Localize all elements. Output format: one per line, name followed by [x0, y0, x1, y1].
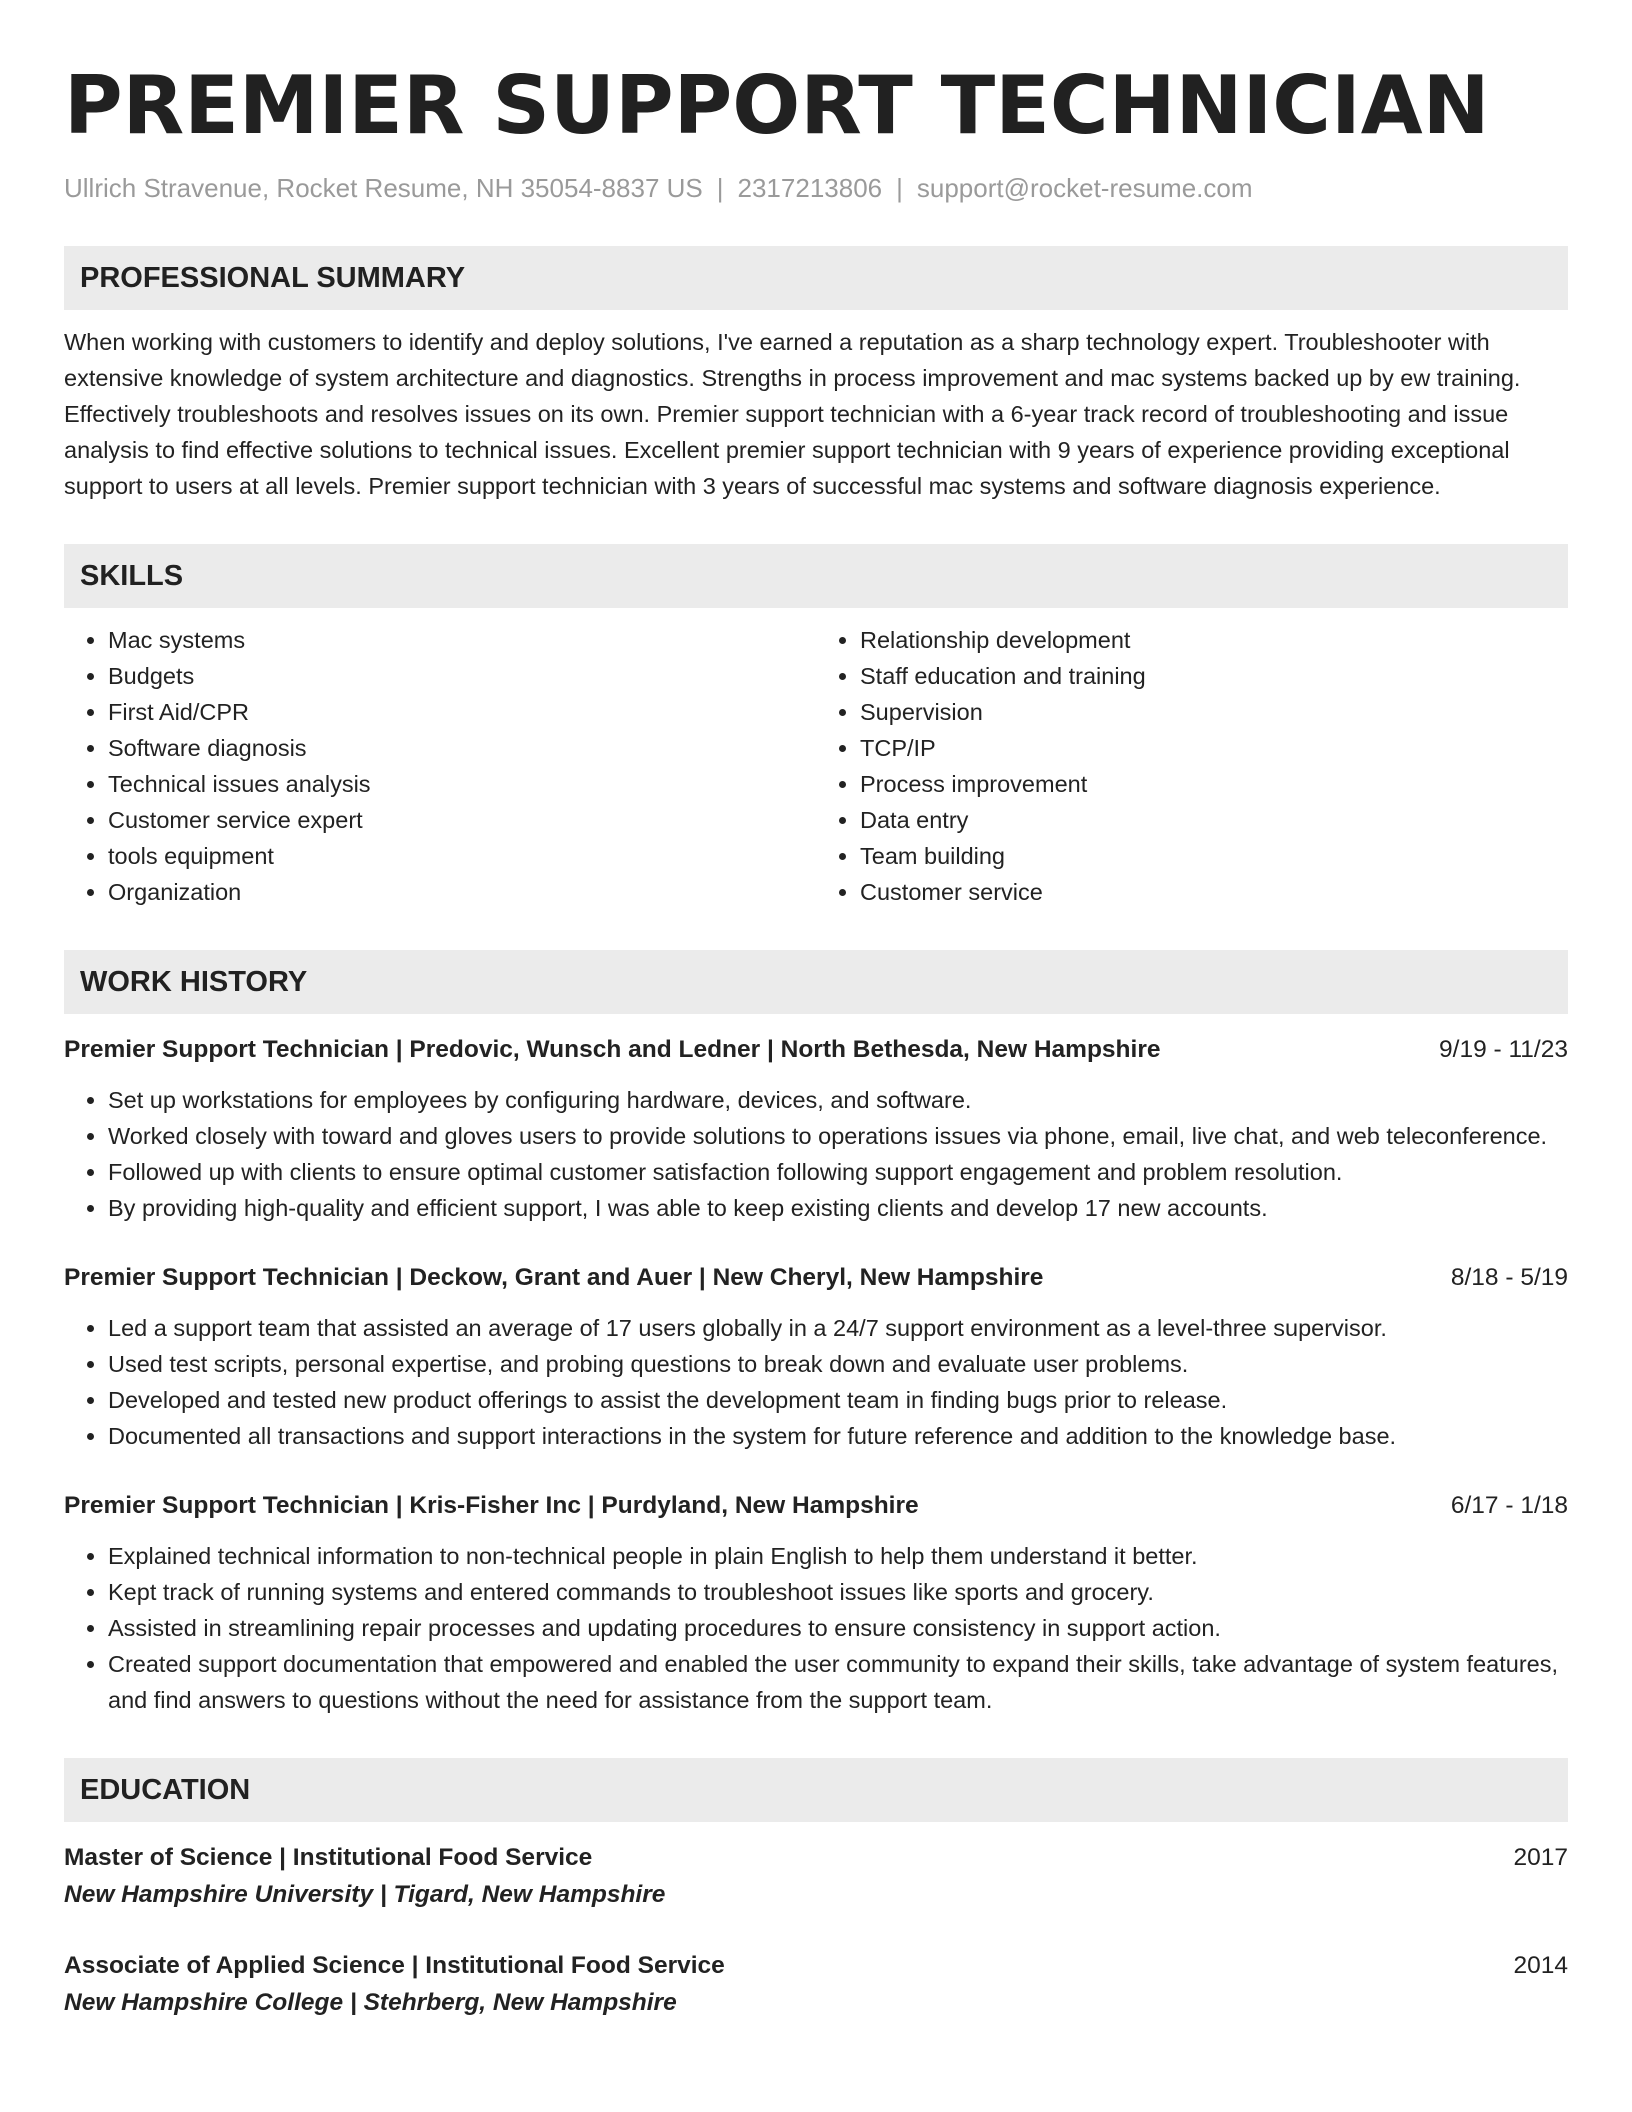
- skill-item: • Data entry: [860, 802, 1568, 838]
- education-entry: [64, 1948, 1568, 2022]
- job-bullet: • Set up workstations for employees by configuring hardware, devices, and software.: [108, 1082, 1568, 1118]
- job-bullet: • By providing high-quality and efficient support, I was able to keep existing clients and develop 17 new accounts.: [108, 1190, 1568, 1226]
- job-header: [64, 1488, 1568, 1524]
- job-dates: 9/19 - 11/23: [1439, 1036, 1568, 1063]
- job-bullet: • Followed up with clients to ensure optimal customer satisfaction following support engagement and problem resolution.: [108, 1154, 1568, 1190]
- job-bullet: • Kept track of running systems and entered commands to troubleshoot issues like sports and grocery.: [108, 1574, 1568, 1610]
- education-entry: [64, 1840, 1568, 1914]
- skill-item: • Customer service expert: [108, 802, 816, 838]
- job-bullet: • Used test scripts, personal expertise, and probing questions to break down and evaluate user problems.: [108, 1346, 1568, 1382]
- education-degree: Associate of Applied Science | Institutional Food Service: [64, 1952, 725, 1979]
- skill-item: • Process improvement: [860, 766, 1568, 802]
- job-bullet: • Documented all transactions and support interactions in the system for future reference and addition to the knowledge base.: [108, 1418, 1568, 1454]
- skill-item: • Team building: [860, 838, 1568, 874]
- job-bullets: [64, 1310, 1568, 1454]
- job-bullet: • Led a support team that assisted an average of 17 users globally in a 24/7 support environment as a level-three supervisor.: [108, 1310, 1568, 1346]
- job-entry: [64, 1488, 1568, 1718]
- job-dates: 8/18 - 5/19: [1450, 1264, 1568, 1291]
- skills-list: [64, 622, 1568, 910]
- job-title: Premier Support Technician | Kris-Fisher Inc | Purdyland, New Hampshire: [64, 1492, 919, 1519]
- skill-item: • Software diagnosis: [108, 730, 816, 766]
- skills-column-left: [64, 622, 816, 910]
- skill-item: • First Aid/CPR: [108, 694, 816, 730]
- job-entry: [64, 1032, 1568, 1226]
- education-degree: Master of Science | Institutional Food Service: [64, 1844, 593, 1871]
- education-header: [64, 1948, 1568, 1984]
- summary-text: When working with customers to identify and deploy solutions, I've earned a reputation as a sharp technology expert. Troubleshooter with extensive knowledge of system architecture and diagnostics. Strengths in process improvement and mac systems backed up by ew training. Effectively troubleshoots and resolves issues on its own. Premier support technician with a 6-year track record of troubleshooting and issue analysis to find effective solutions to technical issues. Excellent premier support technician with 9 years of experience providing exceptional support to users at all levels. Premier support technician with 3 years of successful mac systems and software diagnosis experience.: [64, 329, 1521, 499]
- job-bullet: • Developed and tested new product offerings to assist the development team in finding bugs prior to release.: [108, 1382, 1568, 1418]
- job-entry: [64, 1260, 1568, 1454]
- skill-item: • Relationship development: [860, 622, 1568, 658]
- contact-separator: |: [716, 173, 724, 203]
- job-title: Premier Support Technician | Predovic, Wunsch and Ledner | North Bethesda, New Hampshire: [64, 1036, 1161, 1063]
- contact-separator: |: [896, 173, 903, 203]
- contact-line: [64, 170, 1568, 206]
- skill-item: • Mac systems: [108, 622, 816, 658]
- skill-item: • Staff education and training: [860, 658, 1568, 694]
- job-header: [64, 1260, 1568, 1296]
- resume-name: PREMIER SUPPORT TECHNICIAN: [64, 59, 1490, 152]
- section-heading-education: EDUCATION: [64, 1758, 1568, 1822]
- skill-item: • tools equipment: [108, 838, 816, 874]
- section-heading-summary: PROFESSIONAL SUMMARY: [64, 246, 1568, 310]
- skill-item: • Budgets: [108, 658, 816, 694]
- skill-item: • Technical issues analysis: [108, 766, 816, 802]
- job-bullet: • Explained technical information to non-technical people in plain English to help them understand it better.: [108, 1538, 1568, 1574]
- section-heading-skills: SKILLS: [64, 544, 1568, 608]
- job-bullets: [64, 1082, 1568, 1226]
- job-bullet: • Assisted in streamlining repair processes and updating procedures to ensure consistency in support action.: [108, 1610, 1568, 1646]
- job-bullets: [64, 1538, 1568, 1718]
- skill-item: • Customer service: [860, 874, 1568, 910]
- job-bullet: • Worked closely with toward and gloves users to provide solutions to operations issues via phone, email, live chat, and web teleconference.: [108, 1118, 1568, 1154]
- skill-item: • TCP/IP: [860, 730, 1568, 766]
- job-title: Premier Support Technician | Deckow, Grant and Auer | New Cheryl, New Hampshire: [64, 1264, 1044, 1291]
- skills-column-right: [816, 622, 1568, 910]
- section-heading-work-history: WORK HISTORY: [64, 950, 1568, 1014]
- contact-email[interactable]: support@rocket-resume.com: [916, 173, 1253, 203]
- education-school: New Hampshire College | Stehrberg, New Hampshire: [64, 1989, 677, 2016]
- education-year: 2014: [1513, 1952, 1568, 1979]
- skill-item: • Supervision: [860, 694, 1568, 730]
- education-school: New Hampshire University | Tigard, New Hampshire: [64, 1881, 666, 1908]
- job-dates: 6/17 - 1/18: [1450, 1492, 1568, 1519]
- job-bullet: • Created support documentation that empowered and enabled the user community to expand their skills, take advantage of system features, and find answers to questions without the need for assistance from the support team.: [108, 1646, 1568, 1718]
- education-header: [64, 1840, 1568, 1876]
- contact-address: Ullrich Stravenue, Rocket Resume, NH 35054-8837 US: [64, 173, 703, 203]
- contact-phone: 2317213806: [737, 173, 883, 203]
- education-year: 2017: [1513, 1844, 1568, 1871]
- skill-item: • Organization: [108, 874, 816, 910]
- job-header: [64, 1032, 1568, 1068]
